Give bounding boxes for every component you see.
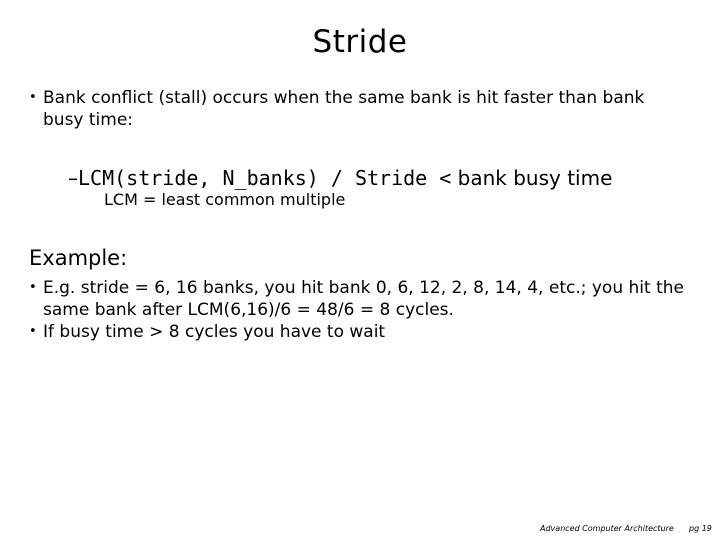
bullet-list-top [29,87,689,131]
formula-dash: – [68,166,78,190]
formula-line [68,164,612,192]
definition-text: LCM = least common multiple [104,190,346,209]
footer-page-number: pg 19 [689,524,712,533]
bullet-text: If busy time > 8 cycles you have to wait [43,322,386,342]
bullet-marker: • [29,280,37,295]
bullet-text: Bank conflict (stall) occurs when the same bank is hit faster than bank busy time: [43,88,645,130]
formula-code: LCM(stride, N_banks) / Stride < [78,166,452,190]
bullet-text: E.g. stride = 6, 16 banks, you hit bank 0, 6, 12, 2, 8, 14, 4, etc.; you hit the same bank after LCM(6,16)/6 = 48/6 = 8 cycles. [43,278,684,320]
bullet-marker: • [29,324,37,339]
bullet-item [29,87,689,131]
bullet-marker: • [29,90,37,105]
slide-title: Stride [312,24,408,60]
example-heading: Example: [29,246,128,270]
bullet-list-example [29,277,699,343]
bullet-item [29,277,699,321]
footer-course: Advanced Computer Architecture [540,524,674,533]
bullet-item [29,321,699,343]
formula-tail: bank busy time [451,166,613,190]
